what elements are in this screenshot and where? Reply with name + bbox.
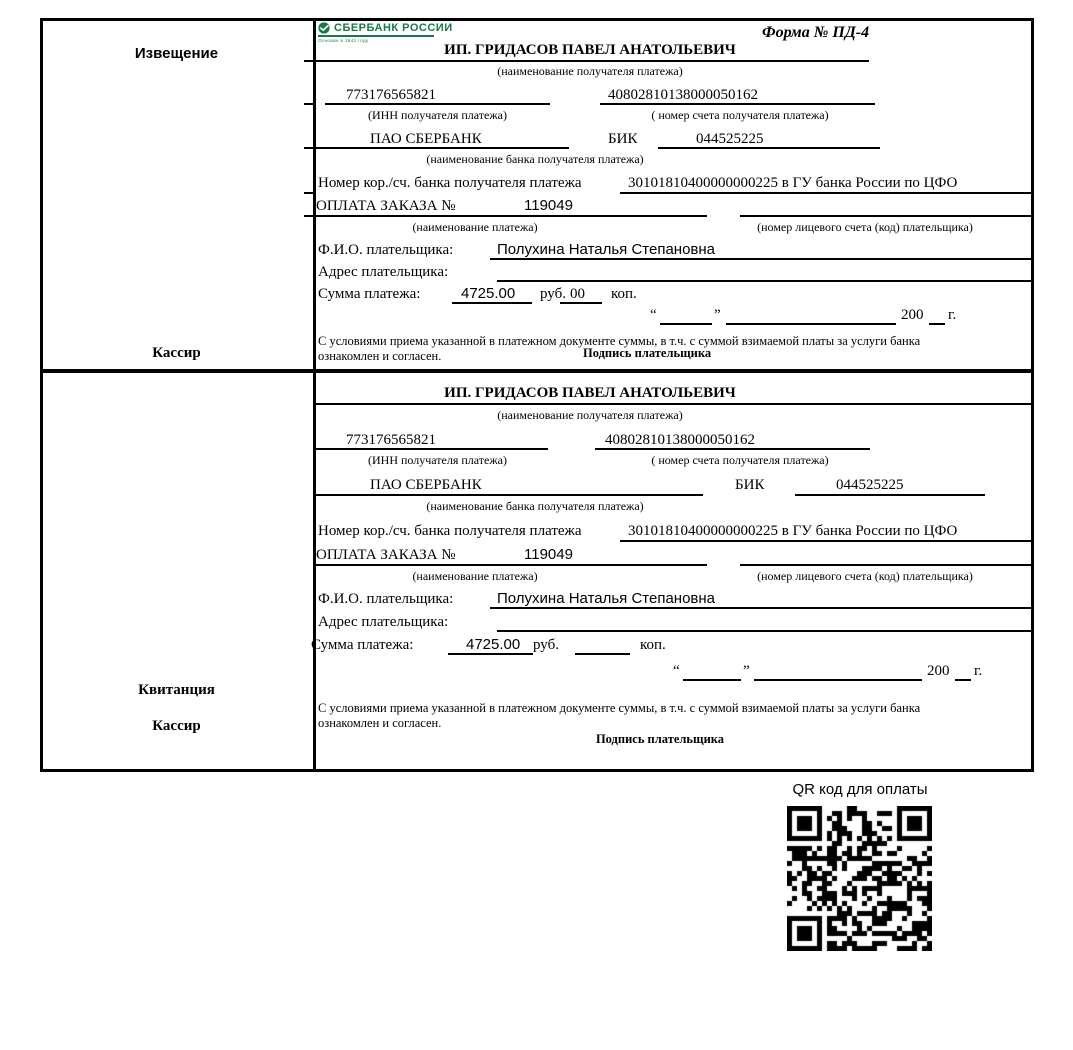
rub-label: руб.	[540, 286, 566, 302]
inn-hint: (ИНН получателя платежа)	[368, 453, 507, 467]
bank-name-hint: (наименование банка получателя платежа)	[426, 499, 644, 513]
field-underline	[490, 607, 1034, 609]
payment-name-label: ОПЛАТА ЗАКАЗА №	[316, 547, 456, 563]
payment-name-label: ОПЛАТА ЗАКАЗА №	[316, 198, 456, 214]
sberbank-logo-icon	[318, 22, 330, 34]
cashier-label: Кассир	[152, 718, 201, 734]
notice-section-label: Извещение	[134, 45, 219, 62]
field-underline	[740, 564, 1034, 566]
sberbank-logo-underline	[318, 35, 434, 37]
field-underline	[452, 302, 532, 304]
payer-address-label: Адрес плательщика:	[318, 614, 449, 630]
field-underline	[313, 403, 1034, 405]
field-underline	[497, 630, 1034, 632]
field-underline	[490, 258, 1034, 260]
field-underline	[740, 215, 1034, 217]
field-underline	[313, 60, 869, 62]
date-underline	[955, 679, 971, 681]
bik-label: БИК	[735, 477, 765, 493]
field-underline	[620, 192, 1034, 194]
order-number: 119049	[524, 546, 573, 563]
payer-name: Полухина Наталья Степановна	[497, 590, 716, 607]
date-year-prefix: 200	[927, 663, 950, 679]
corr-account-value: 30101810400000000225 в ГУ банка России по ЦФО	[628, 175, 958, 191]
divider-tick	[304, 215, 313, 217]
rub-label: руб.	[533, 637, 559, 653]
sberbank-logo-tagline: Основан в 1841 году	[318, 38, 369, 43]
field-underline	[795, 494, 985, 496]
field-underline	[448, 653, 533, 655]
field-underline	[600, 103, 875, 105]
recipient-name: ИП. ГРИДАСОВ ПАВЕЛ АНАТОЛЬЕВИЧ	[444, 385, 736, 401]
qr-code	[787, 806, 932, 951]
date-underline	[929, 323, 945, 325]
payer-fio-label: Ф.И.О. плательщика:	[318, 242, 454, 258]
recipient-account: 40802810138000050162	[605, 432, 755, 448]
personal-account-hint: (номер лицевого счета (код) плательщика)	[757, 220, 973, 234]
field-underline	[497, 280, 1034, 282]
field-underline	[313, 564, 707, 566]
cashier-label: Кассир	[152, 345, 201, 361]
receipt-section-label: Квитанция	[138, 682, 215, 698]
corr-account-label: Номер кор./сч. банка получателя платежа	[318, 523, 582, 539]
date-year-suffix: г.	[974, 663, 983, 679]
date-underline	[754, 679, 922, 681]
personal-account-hint: (номер лицевого счета (код) плательщика)	[757, 569, 973, 583]
corr-account-value: 30101810400000000225 в ГУ банка России по ЦФО	[628, 523, 958, 539]
field-underline	[313, 448, 548, 450]
payer-name: Полухина Наталья Степановна	[497, 241, 716, 258]
field-underline	[313, 147, 569, 149]
date-quote-open: “	[650, 307, 657, 323]
date-year-suffix: г.	[948, 307, 957, 323]
form-number: Форма № ПД-4	[762, 24, 870, 41]
payment-name-hint: (наименование платежа)	[412, 569, 538, 583]
column-divider	[313, 18, 316, 772]
recipient-name: ИП. ГРИДАСОВ ПАВЕЛ АНАТОЛЬЕВИЧ	[444, 42, 736, 58]
recipient-name-hint: (наименование получателя платежа)	[497, 408, 683, 422]
agreement-line2: ознакомлен и согласен.	[318, 349, 442, 363]
payer-address-label: Адрес плательщика:	[318, 264, 449, 280]
sum-label: Сумма платежа:	[318, 286, 421, 302]
date-year-prefix: 200	[901, 307, 924, 323]
date-underline	[726, 323, 896, 325]
sum-kop-value: 00	[570, 286, 585, 302]
divider-tick	[304, 103, 313, 105]
bank-name: ПАО СБЕРБАНК	[370, 131, 482, 147]
sberbank-logo	[318, 22, 453, 43]
agreement-line2: ознакомлен и согласен.	[318, 716, 442, 730]
field-underline	[658, 147, 880, 149]
sum-rub-value: 4725.00	[466, 636, 521, 653]
field-underline	[575, 653, 630, 655]
qr-label: QR код для оплаты	[792, 781, 928, 798]
bik-value: 044525225	[696, 131, 764, 147]
date-quote-close: ”	[743, 663, 750, 679]
date-quote-close: ”	[714, 307, 721, 323]
date-underline	[660, 323, 712, 325]
divider-tick	[304, 192, 313, 194]
field-underline	[313, 215, 707, 217]
field-underline	[313, 494, 703, 496]
date-underline	[683, 679, 741, 681]
field-underline	[325, 103, 550, 105]
agreement-line1: С условиями приема указанной в платежном документе суммы, в т.ч. с суммой взимаемой платы за услуги банка	[318, 701, 921, 715]
recipient-name-hint: (наименование получателя платежа)	[497, 64, 683, 78]
recipient-inn: 773176565821	[346, 432, 436, 448]
kop-label: коп.	[611, 286, 637, 302]
signature-label: Подпись плательщика	[583, 346, 712, 360]
account-hint: ( номер счета получателя платежа)	[651, 108, 829, 122]
recipient-account: 40802810138000050162	[608, 87, 758, 103]
field-underline	[595, 448, 870, 450]
corr-account-label: Номер кор./сч. банка получателя платежа	[318, 175, 582, 191]
recipient-inn: 773176565821	[346, 87, 436, 103]
section-divider	[40, 369, 1034, 373]
agreement-line1: С условиями приема указанной в платежном документе суммы, в т.ч. с суммой взимаемой платы за услуги банка	[318, 334, 921, 348]
divider-tick	[304, 147, 313, 149]
bik-label: БИК	[608, 131, 638, 147]
kop-label: коп.	[640, 637, 666, 653]
inn-hint: (ИНН получателя платежа)	[368, 108, 507, 122]
payment-name-hint: (наименование платежа)	[412, 220, 538, 234]
signature-label: Подпись плательщика	[595, 732, 725, 746]
payer-fio-label: Ф.И.О. плательщика:	[318, 591, 454, 607]
date-quote-open: “	[673, 663, 680, 679]
bik-value: 044525225	[836, 477, 904, 493]
sum-label: Сумма платежа:	[311, 637, 414, 653]
sberbank-logo-text: СБЕРБАНК РОССИИ	[334, 22, 453, 34]
field-underline	[560, 302, 602, 304]
account-hint: ( номер счета получателя платежа)	[651, 453, 829, 467]
order-number: 119049	[524, 197, 573, 214]
bank-name: ПАО СБЕРБАНК	[370, 477, 482, 493]
field-underline	[620, 540, 1034, 542]
bank-name-hint: (наименование банка получателя платежа)	[426, 152, 644, 166]
sum-rub-value: 4725.00	[461, 285, 516, 302]
